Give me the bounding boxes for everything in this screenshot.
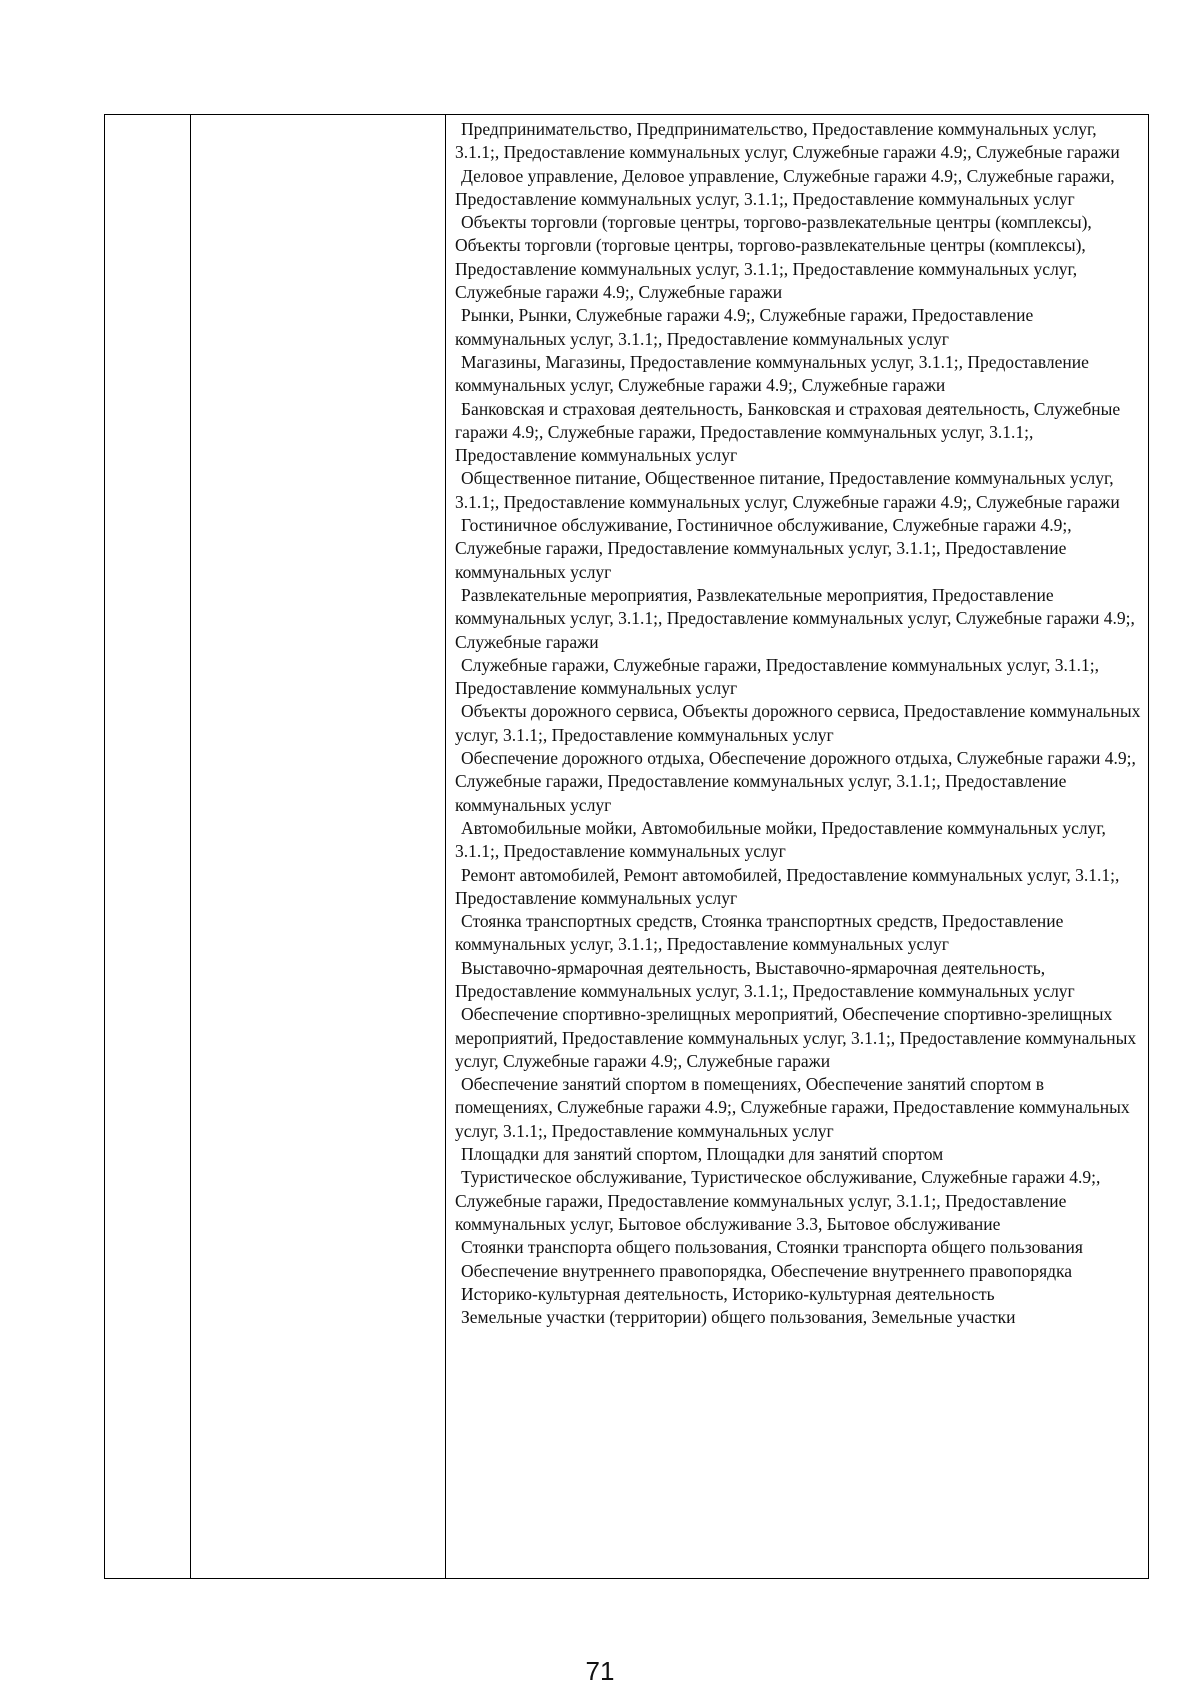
list-item: Магазины, Магазины, Предоставление коммунальных услуг, 3.1.1;, Предоставление коммунальных услуг, Служебные гаражи 4.9;, Служебные гаражи bbox=[455, 351, 1089, 396]
list-item: Служебные гаражи, Служебные гаражи, Предоставление коммунальных услуг, 3.1.1;, Предоставление коммунальных услуг bbox=[455, 654, 1099, 699]
table-column-permitted-uses bbox=[446, 115, 1148, 1578]
table-column-2 bbox=[191, 115, 446, 1578]
list-item: Площадки для занятий спортом, Площадки для занятий спортом bbox=[461, 1144, 944, 1165]
list-item: Объекты дорожного сервиса, Объекты дорожного сервиса, Предоставление коммунальных услуг, 3.1.1;, Предоставление коммунальных услуг bbox=[455, 701, 1141, 745]
list-item: Стоянки транспорта общего пользования, Стоянки транспорта общего пользования bbox=[461, 1237, 1083, 1258]
list-item: Рынки, Рынки, Служебные гаражи 4.9;, Служебные гаражи, Предоставление коммунальных услуг, 3.1.1;, Предоставление коммунальных услуг bbox=[455, 305, 1034, 349]
list-item: Обеспечение дорожного отдыха, Обеспечение дорожного отдыха, Служебные гаражи 4.9;, Служебные гаражи, Предоставление коммунальных услуг, 3.1.1;, Предоставление коммунальных услуг bbox=[455, 748, 1136, 815]
table-column-1 bbox=[105, 115, 191, 1578]
list-item: Развлекательные мероприятия, Развлекательные мероприятия, Предоставление коммунальных услуг, 3.1.1;, Предоставление коммунальных услуг, Служебные гаражи 4.9;, Служебные гаражи bbox=[455, 584, 1135, 652]
list-item: Предпринимательство, Предпринимательство, Предоставление коммунальных услуг, 3.1.1;, Предоставление коммунальных услуг, Служебные гаражи 4.9;, Служебные гаражи bbox=[455, 119, 1120, 163]
list-item: Обеспечение занятий спортом в помещениях, Обеспечение занятий спортом в помещениях, Служебные гаражи 4.9;, Служебные гаражи, Предоставление коммунальных услуг, 3.1.1;, Предоставление коммунальных услуг bbox=[455, 1074, 1130, 1141]
list-item: Туристическое обслуживание, Туристическое обслуживание, Служебные гаражи 4.9;, Служебные гаражи, Предоставление коммунальных услуг, 3.1.1;, Предоставление коммунальных услуг, Бытовое обслуживание 3.3, Бытовое обслуживание bbox=[455, 1167, 1101, 1234]
list-item: Общественное питание, Общественное питание, Предоставление коммунальных услуг, 3.1.1;, Предоставление коммунальных услуг, Служебные гаражи 4.9;, Служебные гаражи bbox=[455, 468, 1120, 512]
list-item: Автомобильные мойки, Автомобильные мойки, Предоставление коммунальных услуг, 3.1.1;, Предоставление коммунальных услуг bbox=[455, 817, 1106, 862]
page-number: 71 bbox=[585, 1656, 615, 1686]
list-item: Банковская и страховая деятельность, Банковская и страховая деятельность, Служебные гаражи 4.9;, Служебные гаражи, Предоставление коммунальных услуг, 3.1.1;, Предоставление коммунальных услуг bbox=[455, 398, 1121, 466]
list-item: Гостиничное обслуживание, Гостиничное обслуживание, Служебные гаражи 4.9;, Служебные гаражи, Предоставление коммунальных услуг, 3.1.1;, Предоставление коммунальных услуг bbox=[455, 515, 1072, 582]
list-item: Историко-культурная деятельность, Историко-культурная деятельность bbox=[461, 1283, 995, 1304]
list-item: Стоянка транспортных средств, Стоянка транспортных средств, Предоставление коммунальных услуг, 3.1.1;, Предоставление коммунальных услуг bbox=[455, 911, 1064, 955]
list-item: Земельные участки (территории) общего пользования, Земельные участки bbox=[461, 1307, 1016, 1328]
document-table bbox=[104, 114, 1149, 1579]
list-item: Деловое управление, Деловое управление, Служебные гаражи 4.9;, Служебные гаражи, Предоставление коммунальных услуг, 3.1.1;, Предоставление коммунальных услуг bbox=[455, 165, 1115, 209]
list-item: Ремонт автомобилей, Ремонт автомобилей, Предоставление коммунальных услуг, 3.1.1;, Предоставление коммунальных услуг bbox=[455, 864, 1120, 908]
list-item: Обеспечение внутреннего правопорядка, Обеспечение внутреннего правопорядка bbox=[461, 1260, 1073, 1281]
list-item: Объекты торговли (торговые центры, торгово-развлекательные центры (комплексы), Объекты торговли (торговые центры, торгово-развлекательные центры (комплексы), Предоставление коммунальных услуг, 3.1.1;, Предоставление коммунальных услуг, Служебные гаражи 4.9;, Служебные гаражи bbox=[455, 212, 1092, 303]
list-item: Выставочно-ярмарочная деятельность, Выставочно-ярмарочная деятельность, Предоставление коммунальных услуг, 3.1.1;, Предоставление коммунальных услуг bbox=[455, 957, 1075, 1001]
list-item: Обеспечение спортивно-зрелищных мероприятий, Обеспечение спортивно-зрелищных мероприятий, Предоставление коммунальных услуг, 3.1.1;, Предоставление коммунальных услуг, Служебные гаражи 4.9;, Служебные гаражи bbox=[455, 1004, 1137, 1071]
